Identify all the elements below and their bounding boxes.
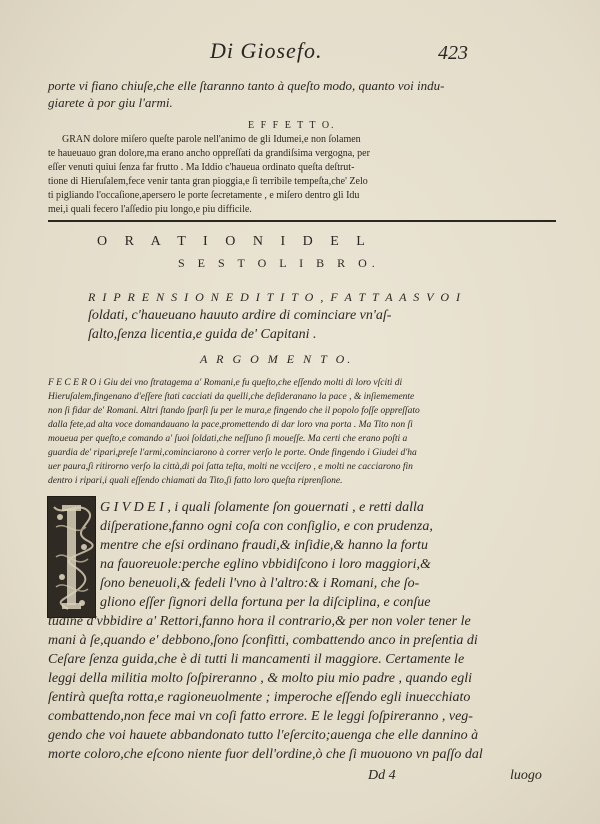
text-line: giarete à por giu l'armi. — [48, 95, 173, 110]
page-number: 423 — [438, 42, 468, 64]
text-line: mani à ſe,quando e' debbono,ſono ſconfitti, combattendo anco in preſentia di — [48, 633, 478, 648]
divider-rule — [48, 220, 556, 222]
section-title: O R A T I O N I D E L — [97, 234, 372, 249]
text-line: tione di Hieruſalem,fece venir tanta gran pioggia,e ſi terribile tempeſta,che' Zelo — [48, 176, 368, 187]
text-line: morte coloro,che eſcono niente fuor dell'ordine,ò che ſi muouono vn paſſo dal — [48, 747, 483, 762]
effetto-heading: E F F E T T O. — [248, 120, 336, 131]
argomento-heading: A R G O M E N T O. — [200, 352, 354, 366]
text-line: ti pigliando l'occaſione,apersero le porte ſecretamente , e miſero dentro gli Idu — [48, 190, 360, 201]
text-line: porte vi fiano chiuſe,che elle ſtaranno tanto à queſto modo, quanto voi indu- — [48, 78, 445, 93]
text-line: eſſer venuti quiui ſenza far frutto . Ma Iddio c'haueua ordinato queſta deſtrut- — [48, 162, 355, 173]
decorated-initial — [47, 496, 96, 618]
signature-mark: Dd 4 — [368, 768, 396, 783]
chapter-title-line: ſoldati, c'haueuano hauuto ardire di cominciare vn'aſ- — [88, 308, 392, 323]
text-line: moueua per queſto,e comando a' ſuoi ſoldati,che neſſuno ſi moueſſe. Ma certi che erano poſti a — [48, 434, 408, 444]
chapter-title: R I P R E N S I O N E D I T I T O , F A T T A A S V O I — [88, 290, 463, 304]
text-line: dentro i ripari,i quali eſſendo chiamati da Tito,ſi fatto loro queſta riprenſione. — [48, 476, 343, 486]
text-line: uer paura,ſi ritirorno verſo la città,di poi ſatta teſta, molti ne vcciſero , e molti ne cacciarono fin — [48, 462, 413, 472]
text-line: mei,i quali fecero l'aſſedio piu longo,e piu difficile. — [48, 204, 252, 215]
text-line: diſperatione,fanno ogni coſa con conſiglio, e con prudenza, — [100, 519, 433, 534]
text-line: F E C E R O i Giu dei vno ſtratagema a' Romani,e fu queſto,che eſſendo molti di loro vſciti di — [48, 378, 403, 388]
text-line: tudine d'vbbidire a' Rettori,fanno hora il contrario,& per non voler tener le — [48, 614, 471, 629]
text-line: na fauoreuole:perche eglino vbbidiſcono i loro maggiori,& — [100, 557, 431, 572]
text-line: ſono beneuoli,& fedeli l'vno à l'altro:& i Romani, che ſo- — [100, 576, 420, 591]
text-line: mentre che eſsi ordinano fraudi,& inſidie,& hanno la fortu — [100, 538, 428, 553]
ornament-icon — [48, 497, 95, 617]
section-subtitle: S E S T O L I B R O. — [178, 256, 380, 270]
text-line: gendo che voi hauete abbandonato tutto l'eſercito;auenga che elle dannino à — [48, 728, 479, 743]
chapter-title-line: ſalto,ſenza licentia,e guida de' Capitani . — [88, 327, 317, 342]
text-line: guardia de' ripari,preſe l'armi,cominciarono à correr verſo le porte. Onde fingendo i Giudei d'ha — [48, 448, 417, 458]
text-line: gliono eſſer ſignori della fortuna per la diſciplina, e conſue — [100, 595, 431, 610]
text-line: ſentirà queſta rotta,e ragioneuolmente ; imperoche eſſendo egli inuecchiato — [48, 690, 471, 705]
text-line: G I V D E I , i quali ſolamente ſon gouernati , e retti dalla — [100, 500, 424, 515]
text-line: non ſi fidar de' Romani. Altri ſtando ſparſi ſu per le mura,e fingendo che il popolo foſſe oppreſſato — [48, 406, 420, 416]
text-line: leggi della militia molto ſoſpireranno , & molto piu mio padre , quando egli — [48, 671, 472, 686]
text-line: Ceſare ſenza guida,che è di tutti li mancamenti il maggiore. Certamente le — [48, 652, 465, 667]
text-line: te haueuauo gran dolore,ma erano ancho oppreſſati da grandiſsima vergogna, per — [48, 148, 370, 159]
text-line: GRAN dolore miſero queſte parole nell'animo de gli Idumei,e non ſolamen — [62, 134, 361, 145]
catchword: luogo — [510, 768, 542, 783]
running-title: Di Giosefo. — [210, 38, 323, 63]
text-line: dalla fete,ad alta voce domandauano la pace,promettendo di dar loro vna porta . Ma Tito non ſi — [48, 420, 413, 430]
text-line: combattendo,non fece mai vn coſi fatto errore. E le leggi ſoſpireranno , veg- — [48, 709, 473, 724]
text-line: Hieruſalem,fingenano d'eſſere ſtati cacciati da quelli,che deſideranano la pace , & inſiememente — [48, 392, 415, 402]
